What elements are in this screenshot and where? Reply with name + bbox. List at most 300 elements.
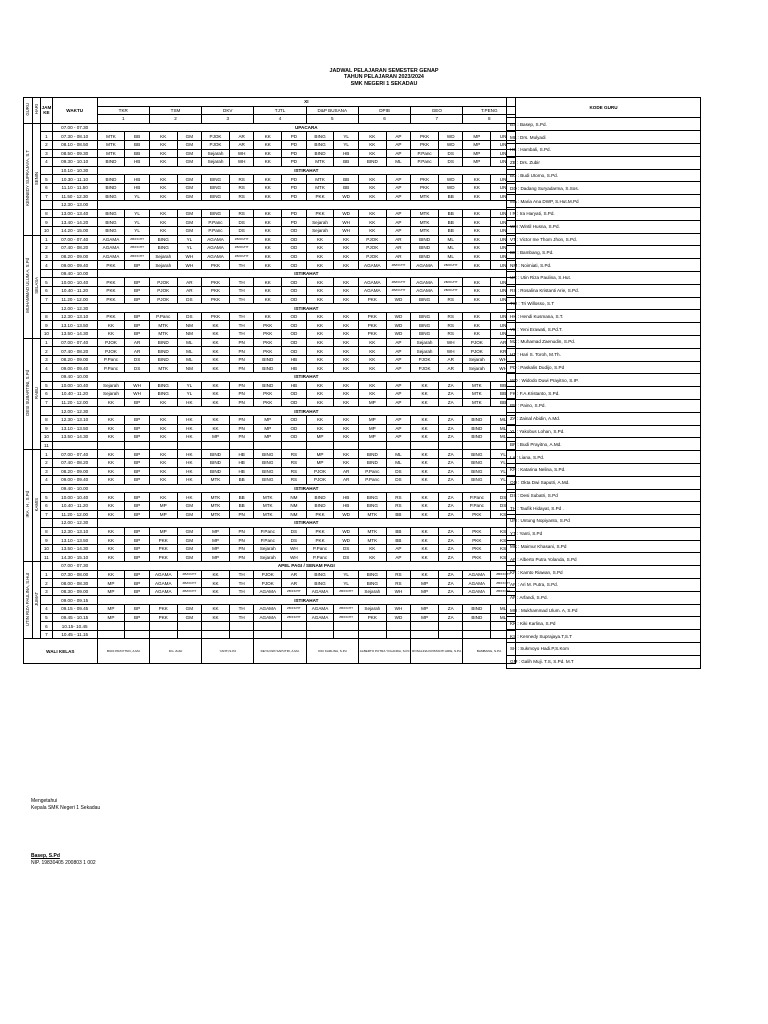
subject-cell: BING	[97, 226, 125, 235]
teacher-code-cell: ZA	[438, 536, 463, 545]
teacher-code-cell: ZB/FK/HT	[229, 252, 254, 261]
jam-cell: 11	[41, 553, 53, 562]
waktu-cell: 12.30 - 13.10	[52, 527, 97, 536]
subject-cell: KK	[358, 132, 386, 141]
subject-cell: Sejarah	[254, 544, 282, 553]
jam-cell: 11	[41, 441, 53, 450]
teacher-code-cell: GM	[177, 192, 202, 201]
teacher-code-cell: PN	[229, 338, 254, 347]
teacher-code-cell: DS	[177, 312, 202, 321]
kode-guru-row	[507, 195, 701, 208]
kode-guru-entry: GM : Galih Muji. T.S, S.Pd. M.T	[507, 655, 701, 668]
jam-cell: 4	[41, 364, 53, 373]
teacher-code-cell: ZB/FK/HT	[491, 570, 516, 579]
teacher-code-cell: RS	[282, 450, 307, 459]
subject-cell: PJOK	[97, 338, 125, 347]
teacher-code-cell: DS	[491, 493, 516, 502]
empty-cell	[97, 622, 125, 631]
empty-cell	[125, 441, 150, 450]
teacher-code-cell: OD	[282, 244, 307, 253]
teacher-code-cell: RS	[438, 312, 463, 321]
teacher-code-cell: RS	[438, 321, 463, 330]
teacher-code-cell: AP	[386, 544, 411, 553]
teacher-code-cell: UN	[491, 330, 516, 339]
kode-guru-row	[507, 476, 701, 489]
subject-cell: BIND	[358, 450, 386, 459]
teacher-code-cell: RS	[229, 209, 254, 218]
teacher-code-cell: UN	[491, 218, 516, 227]
subject-cell: KK	[97, 570, 125, 579]
teacher-code-cell: NM	[177, 364, 202, 373]
teacher-code-cell: HB	[125, 158, 150, 167]
waktu-cell: 10.40 - 11.20	[52, 390, 97, 399]
subject-cell: KK	[463, 278, 491, 287]
subject-cell: KK	[149, 149, 177, 158]
subject-cell: KK	[149, 158, 177, 167]
teacher-code-cell: BP	[125, 415, 150, 424]
subject-cell: KK	[97, 527, 125, 536]
teacher-code-cell: ML	[438, 244, 463, 253]
teacher-code-cell: WH	[125, 381, 150, 390]
subject-cell: MTK	[149, 330, 177, 339]
subject-cell: MTK	[254, 501, 282, 510]
subject-cell: KK	[411, 398, 439, 407]
teacher-code-cell: KK	[334, 415, 359, 424]
teacher-code-cell: BB	[491, 398, 516, 407]
kode-guru-entry: TW : Tri Willosso, S.T	[507, 297, 701, 310]
subject-cell: BIND	[97, 158, 125, 167]
waktu-cell: 11.10 - 11.50	[52, 183, 97, 192]
class-number-header: 1	[97, 115, 149, 124]
teacher-code-cell: PN	[229, 553, 254, 562]
teacher-code-cell: HK	[177, 424, 202, 433]
kode-guru-entry: I R : Ira Haryati, S.Pd.	[507, 207, 701, 220]
subject-cell: KK	[306, 424, 334, 433]
subject-cell: PKK	[254, 338, 282, 347]
subject-cell: KK	[254, 158, 282, 167]
subject-cell: KK	[97, 510, 125, 519]
subject-cell: PKK	[358, 321, 386, 330]
subject-cell: BING	[463, 476, 491, 485]
teacher-code-cell: PD	[282, 218, 307, 227]
subject-cell: AGAMA	[358, 278, 386, 287]
teacher-code-cell: NM	[282, 510, 307, 519]
subject-cell: PKK	[411, 132, 439, 141]
subject-cell: Sejarah	[411, 347, 439, 356]
teacher-code-cell: HB	[282, 355, 307, 364]
waktu-cell: 13.10 - 13.50	[52, 424, 97, 433]
teacher-code-cell: ZB/FK/HT	[282, 605, 307, 614]
schedule-row	[24, 622, 516, 631]
teacher-code-cell: AR	[491, 338, 516, 347]
header-row-3	[24, 115, 516, 124]
teacher-code-cell: AP	[386, 433, 411, 442]
subject-cell: KK	[254, 252, 282, 261]
teacher-code-cell: DS	[229, 218, 254, 227]
subject-cell: BIND	[149, 338, 177, 347]
subject-cell: KK	[463, 312, 491, 321]
subject-cell: PKK	[202, 278, 230, 287]
waktu-cell: 09.40 - 10.00	[52, 269, 97, 278]
teacher-code-cell: PN	[229, 424, 254, 433]
empty-cell	[358, 630, 386, 639]
subject-cell: MP	[202, 544, 230, 553]
teacher-code-cell: ML	[177, 347, 202, 356]
subject-cell: KK	[149, 218, 177, 227]
jam-cell: 5	[41, 613, 53, 622]
subject-cell: PKK	[97, 261, 125, 270]
teacher-code-cell: HK	[177, 493, 202, 502]
teacher-code-cell: TH	[229, 295, 254, 304]
subject-cell: Sejarah	[97, 390, 125, 399]
teacher-code-cell: AR	[177, 278, 202, 287]
schedule-table	[23, 97, 516, 664]
schedule-row	[24, 570, 516, 579]
teacher-code-cell: BB	[438, 226, 463, 235]
subject-cell: MTK	[463, 398, 491, 407]
kode-guru-entry: DD : Dadang Suryadarma, S.Sos.	[507, 182, 701, 195]
subject-cell: BING	[463, 467, 491, 476]
subject-cell: KK	[306, 330, 334, 339]
teacher-code-cell: ZA	[438, 467, 463, 476]
teacher-code-cell: AR	[386, 244, 411, 253]
teacher-code-cell: OD	[282, 415, 307, 424]
teacher-code-cell: GM	[177, 613, 202, 622]
teacher-code-cell: HB	[282, 364, 307, 373]
teacher-code-cell: GM	[177, 226, 202, 235]
teacher-code-cell: BP	[125, 450, 150, 459]
waktu-cell: 13.10 - 13.50	[52, 536, 97, 545]
teacher-code-cell: AR	[282, 579, 307, 588]
subject-cell: KK	[97, 458, 125, 467]
jam-cell: 7	[41, 295, 53, 304]
teacher-code-cell: KK	[334, 330, 359, 339]
guru-header-text: GURU	[25, 103, 31, 116]
subject-cell: AGAMA	[306, 605, 334, 614]
teacher-code-cell: KK	[334, 252, 359, 261]
subject-cell: KK	[411, 433, 439, 442]
kode-guru-row	[507, 604, 701, 617]
subject-cell: KK	[254, 132, 282, 141]
subject-cell: BIND	[463, 415, 491, 424]
teacher-code-cell: OD	[282, 252, 307, 261]
schedule-row	[24, 467, 516, 476]
hari-cell	[32, 338, 41, 450]
schedule-row	[24, 510, 516, 519]
empty-cell	[386, 441, 411, 450]
schedule-row	[24, 544, 516, 553]
schedule-row	[24, 484, 516, 493]
subject-cell: KK	[306, 398, 334, 407]
jam-cell: 4	[41, 605, 53, 614]
subject-cell: AGAMA	[149, 587, 177, 596]
jam-cell: 6	[41, 183, 53, 192]
teacher-code-cell: DS	[125, 355, 150, 364]
teacher-code-cell: DS	[282, 527, 307, 536]
kode-guru-row	[507, 579, 701, 592]
subject-cell: PKK	[463, 553, 491, 562]
subject-cell: KK	[306, 381, 334, 390]
schedule-row	[24, 123, 516, 132]
teacher-code-cell: DS	[438, 149, 463, 158]
teacher-code-cell: BP	[125, 544, 150, 553]
subject-cell: BING	[358, 493, 386, 502]
subject-cell: KK	[254, 149, 282, 158]
teacher-code-cell: UN	[491, 235, 516, 244]
teacher-code-cell: RS	[229, 183, 254, 192]
teacher-code-cell: ML	[491, 415, 516, 424]
subject-cell: KK	[202, 613, 230, 622]
teacher-code-cell: AP	[386, 338, 411, 347]
schedule-row	[24, 553, 516, 562]
subject-cell: P.Panc	[97, 364, 125, 373]
subject-cell: KK	[306, 390, 334, 399]
teacher-code-cell: ZA	[438, 433, 463, 442]
subject-cell: BING	[97, 209, 125, 218]
subject-cell: MP	[358, 415, 386, 424]
teacher-code-cell: TH	[229, 605, 254, 614]
subject-cell: MP	[97, 587, 125, 596]
teacher-code-cell: OD	[282, 312, 307, 321]
subject-cell: AGAMA	[254, 587, 282, 596]
subject-cell: KK	[254, 261, 282, 270]
teacher-code-cell: ZB/FK/HT	[125, 235, 150, 244]
subject-cell: P.Panc	[358, 476, 386, 485]
subject-cell: AGAMA	[411, 287, 439, 296]
teacher-code-cell: TH	[229, 587, 254, 596]
empty-cell	[334, 441, 359, 450]
kode-guru-entry: NM : Noimiati, S.Pd.	[507, 259, 701, 272]
waktu-cell: 09.40 - 10.00	[52, 484, 97, 493]
subject-cell: AGAMA	[149, 570, 177, 579]
jam-cell: 6	[41, 501, 53, 510]
title-line-2: TAHUN PELAJARAN 2023/2024	[344, 74, 424, 81]
subject-cell: KK	[202, 355, 230, 364]
subject-cell: KK	[411, 390, 439, 399]
teacher-code-cell: NM	[282, 493, 307, 502]
subject-cell: KK	[358, 140, 386, 149]
break-cell: ISTIRAHAT	[97, 166, 515, 175]
subject-cell: PKK	[254, 330, 282, 339]
teacher-code-cell: WH	[386, 605, 411, 614]
schedule-row	[24, 235, 516, 244]
subject-cell: MTK	[358, 527, 386, 536]
kode-guru-row	[507, 143, 701, 156]
waktu-cell: 09.30 - 10.10	[52, 158, 97, 167]
teacher-code-cell: WD	[334, 536, 359, 545]
teacher-code-cell: YL	[177, 244, 202, 253]
schedule-row	[24, 192, 516, 201]
kode-guru-entry: RS : Rosalina Kristanti Arie, S.Pd.	[507, 284, 701, 297]
schedule-header	[24, 98, 516, 124]
teacher-code-cell: PD	[282, 183, 307, 192]
waktu-cell: 08.50 - 09.30	[52, 149, 97, 158]
teacher-code-cell: KK	[334, 381, 359, 390]
jam-cell: 2	[41, 140, 53, 149]
subject-cell: KK	[202, 321, 230, 330]
teacher-code-cell: ZB/FK/HT	[125, 252, 150, 261]
subject-cell: KK	[149, 175, 177, 184]
jam-cell: 5	[41, 381, 53, 390]
teacher-code-cell: ZB/FK/HT	[491, 579, 516, 588]
empty-cell	[411, 441, 439, 450]
teacher-code-cell: BB	[334, 183, 359, 192]
teacher-code-cell: ML	[491, 613, 516, 622]
schedule-row	[24, 338, 516, 347]
teacher-code-cell: WH	[177, 261, 202, 270]
jam-cell: 10	[41, 330, 53, 339]
subject-cell: KK	[411, 544, 439, 553]
empty-cell	[438, 622, 463, 631]
subject-cell: BIND	[306, 149, 334, 158]
teacher-code-cell: UN	[491, 261, 516, 270]
teacher-code-cell: OD	[282, 347, 307, 356]
subject-cell: KK	[97, 476, 125, 485]
subject-cell: BING	[463, 458, 491, 467]
teacher-code-cell: PD	[282, 140, 307, 149]
kode-guru-row	[507, 310, 701, 323]
teacher-code-cell: BP	[125, 424, 150, 433]
teacher-code-cell: BB	[229, 476, 254, 485]
schedule-row	[24, 330, 516, 339]
teacher-code-cell: TH	[229, 312, 254, 321]
teacher-code-cell: UN	[491, 132, 516, 141]
teacher-code-cell: AP	[386, 140, 411, 149]
schedule-row	[24, 458, 516, 467]
teacher-code-cell: UN	[491, 226, 516, 235]
kode-guru-row	[507, 246, 701, 259]
break-cell: UPACARA	[97, 123, 515, 132]
teacher-code-cell: BP	[125, 261, 150, 270]
hari-name: SENIN	[33, 171, 39, 185]
kode-guru-row	[507, 207, 701, 220]
title-line-3: SMK NEGERI 1 SEKADAU	[350, 80, 418, 87]
subject-cell: BING	[306, 132, 334, 141]
subject-cell: KK	[411, 467, 439, 476]
schedule-row	[24, 321, 516, 330]
kode-guru-entry: PD : Paskalis Dudijo, S.Pd	[507, 361, 701, 374]
teacher-code-cell: PN	[229, 398, 254, 407]
teacher-code-cell: YL	[491, 476, 516, 485]
teacher-code-cell: ZB/FK/HT	[438, 287, 463, 296]
kode-guru-entry: AP : Alberto Putra Yolanda, S.Pd	[507, 553, 701, 566]
empty-cell	[177, 630, 202, 639]
subject-cell: PJOK	[306, 467, 334, 476]
subject-cell: KK	[254, 140, 282, 149]
schedule-row	[24, 605, 516, 614]
teacher-code-cell: WH	[491, 364, 516, 373]
subject-cell: BIND	[306, 501, 334, 510]
subject-cell: MP	[411, 605, 439, 614]
kode-guru-entry: VT : Victor Ine Thom Jhon, S.Pd.	[507, 233, 701, 246]
subject-cell: KK	[411, 415, 439, 424]
teacher-code-cell: PN	[229, 433, 254, 442]
teacher-code-cell: BP	[125, 510, 150, 519]
teacher-code-cell: ZB/FK/HT	[125, 244, 150, 253]
teacher-code-cell: BP	[125, 605, 150, 614]
subject-cell: KK	[306, 364, 334, 373]
wali-kelas-name: BUDI PRAYITNO, A.Md	[97, 639, 149, 664]
teacher-code-cell: AP	[386, 553, 411, 562]
subject-cell: BING	[306, 570, 334, 579]
subject-cell: MTK	[202, 476, 230, 485]
teacher-code-cell: WH	[282, 544, 307, 553]
empty-cell	[229, 441, 254, 450]
subject-cell: AGAMA	[202, 235, 230, 244]
subject-cell: PKK	[358, 312, 386, 321]
subject-cell: KK	[306, 278, 334, 287]
waktu-header: WAKTU	[52, 98, 97, 124]
teacher-code-cell: BP	[125, 501, 150, 510]
empty-cell	[149, 441, 177, 450]
subject-cell: KK	[306, 244, 334, 253]
teacher-code-cell: HB	[229, 450, 254, 459]
schedule-row	[24, 493, 516, 502]
guru-piket-cell	[24, 235, 33, 338]
kode-guru-entry: SH : Sukmoyo Hadi.P,S.Kom	[507, 643, 701, 656]
subject-cell: MTK	[149, 364, 177, 373]
kode-guru-row	[507, 335, 701, 348]
subject-cell: BIND	[202, 467, 230, 476]
teacher-code-cell: ML	[438, 235, 463, 244]
subject-cell: BIND	[97, 175, 125, 184]
teacher-code-cell: AP	[386, 424, 411, 433]
subject-cell: Sejarah	[149, 261, 177, 270]
teacher-code-cell: BP	[125, 553, 150, 562]
teacher-code-cell: WH	[491, 355, 516, 364]
subject-cell: PKK	[254, 390, 282, 399]
teacher-code-cell: PD	[282, 158, 307, 167]
subject-cell: PJOK	[358, 252, 386, 261]
teacher-code-cell: WH	[125, 390, 150, 399]
class-name-header: TSM	[149, 106, 201, 115]
subject-cell: MP	[149, 501, 177, 510]
empty-cell	[97, 441, 125, 450]
teacher-code-cell: AP	[386, 183, 411, 192]
jam-cell: 4	[41, 158, 53, 167]
teacher-code-cell: BP	[125, 527, 150, 536]
subject-cell: KK	[411, 501, 439, 510]
subject-cell: KK	[306, 287, 334, 296]
waktu-cell: 07.30 - 08.00	[52, 570, 97, 579]
break-cell: ISTIRAHAT	[97, 596, 515, 605]
subject-cell: KK	[463, 218, 491, 227]
teacher-code-cell: BB	[386, 527, 411, 536]
kode-guru-row	[507, 515, 701, 528]
schedule-row	[24, 373, 516, 382]
teacher-code-cell: BP	[125, 295, 150, 304]
break-cell: ISTIRAHAT	[97, 304, 515, 313]
teacher-code-cell: GM	[177, 218, 202, 227]
teacher-code-cell: UN	[491, 140, 516, 149]
empty-cell	[282, 630, 307, 639]
wali-kelas-name: ALBERTO PUTRA YOLANDA, S.Pd	[358, 639, 410, 664]
teacher-code-cell: GM	[177, 132, 202, 141]
teacher-code-cell: WH	[229, 149, 254, 158]
subject-cell: KK	[306, 321, 334, 330]
schedule-row	[24, 519, 516, 528]
subject-cell: KK	[254, 226, 282, 235]
subject-cell: BING	[358, 579, 386, 588]
guru-piket-name: MUHAMMAD ULUM A, S.Pd	[25, 258, 31, 313]
jam-cell: 1	[41, 570, 53, 579]
subject-cell: P.Panc	[358, 467, 386, 476]
subject-cell: MTK	[149, 321, 177, 330]
empty-cell	[202, 630, 230, 639]
kode-guru-row	[507, 348, 701, 361]
waktu-cell: 09.45 - 10.15	[52, 613, 97, 622]
kode-guru-entry: AF : Arfandi, S.Pd.	[507, 591, 701, 604]
